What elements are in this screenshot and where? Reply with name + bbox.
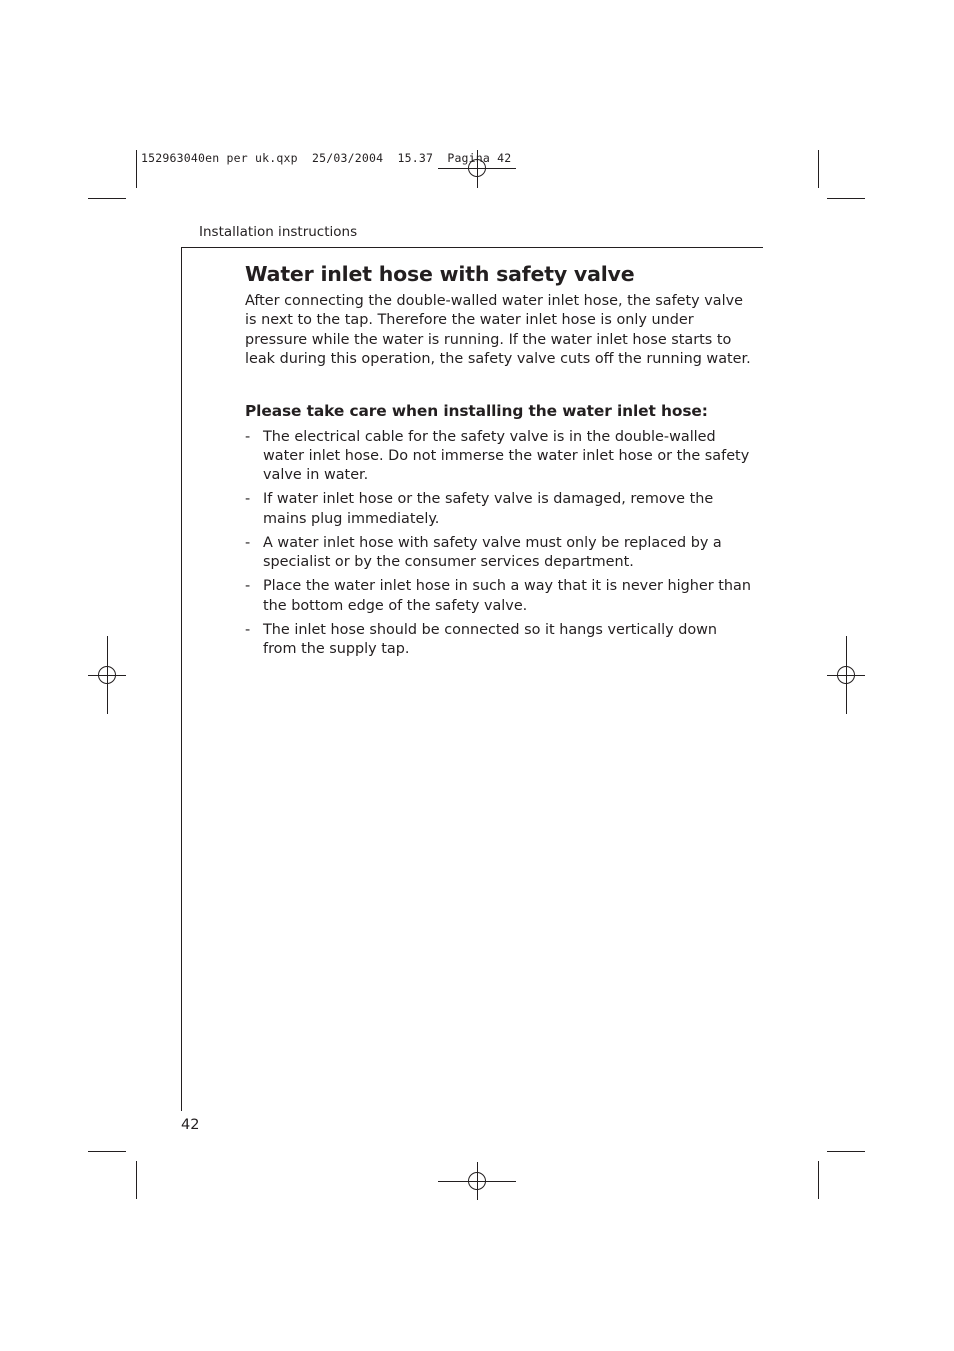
page-number: 42 xyxy=(181,1117,200,1133)
print-slug: 152963040en per uk.qxp 25/03/2004 15.37 Pagina 42 xyxy=(141,151,512,165)
crop-mark-bottom-left-h xyxy=(88,1151,126,1152)
bullet-dash: - xyxy=(245,621,251,638)
bullet-dash: - xyxy=(245,534,251,551)
list-item-text: The electrical cable for the safety valve is in the double-walled water inlet hose. Do not immerse the water inlet hose or the safety valve in water. xyxy=(263,428,750,484)
list-item xyxy=(245,577,755,616)
crop-mark-top-right-v xyxy=(818,150,819,188)
list-item xyxy=(245,490,755,529)
header-rule xyxy=(181,247,763,248)
instruction-list xyxy=(245,428,755,660)
section-title: Water inlet hose with safety valve xyxy=(245,262,635,286)
list-item-text: If water inlet hose or the safety valve is damaged, remove the mains plug immediately. xyxy=(263,491,714,527)
list-item-text: A water inlet hose with safety valve must only be replaced by a specialist or by the consumer services department. xyxy=(263,534,722,571)
intro-paragraph: After connecting the double-walled water inlet hose, the safety valve is next to the tap. Therefore the water inlet hose is only under pressure while the water is running. If the water inlet hose starts to leak during this operation, the safety valve cuts off the running water. xyxy=(245,293,751,368)
section-content xyxy=(245,260,755,664)
crop-mark-top-left-h xyxy=(88,198,126,199)
list-item xyxy=(245,621,755,660)
crop-mark-bottom-right-v xyxy=(818,1161,819,1199)
list-item-text: The inlet hose should be connected so it hangs vertically down from the supply tap. xyxy=(263,621,718,658)
crop-mark-bottom-left-v xyxy=(136,1161,137,1199)
instructions-subtitle: Please take care when installing the water inlet hose: xyxy=(245,401,708,420)
bullet-dash: - xyxy=(245,578,251,595)
bullet-dash: - xyxy=(245,428,251,445)
crop-mark-bottom-right-h xyxy=(827,1151,865,1152)
crop-mark-top-left-v xyxy=(136,150,137,188)
list-item xyxy=(245,428,755,486)
list-item-text: Place the water inlet hose in such a way that it is never higher than the bottom edge of the safety valve. xyxy=(263,578,751,614)
bullet-dash: - xyxy=(245,491,251,508)
margin-rule xyxy=(181,247,182,1111)
list-item xyxy=(245,534,755,573)
crop-mark-top-right-h xyxy=(827,198,865,199)
running-head: Installation instructions xyxy=(199,224,358,240)
